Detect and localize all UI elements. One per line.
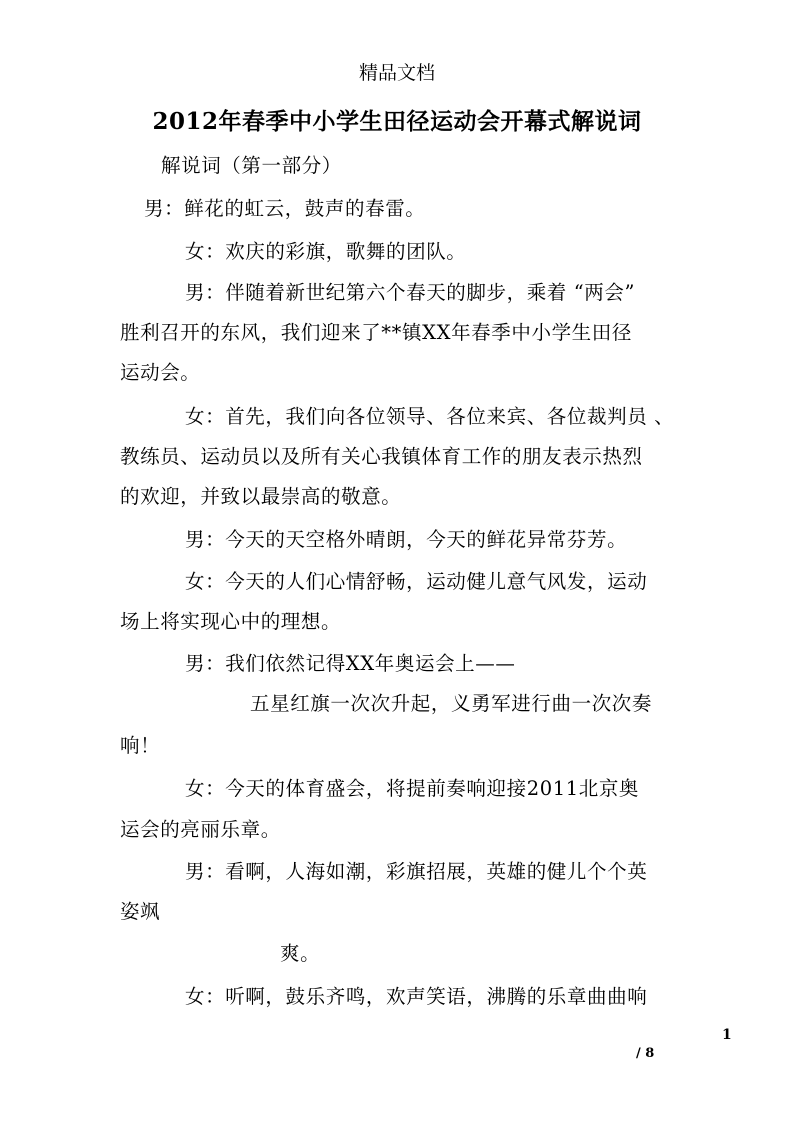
text-line: 教练员、运动员以及所有关心我镇体育工作的朋友表示热烈: [120, 445, 643, 468]
section-heading: 解说词（第一部分）: [161, 154, 342, 177]
document-header: 精品文档: [358, 62, 435, 84]
text-line: 女：听啊，鼓乐齐鸣，欢声笑语，沸腾的乐章曲曲响: [185, 985, 648, 1008]
text-line: 运动会。: [120, 361, 201, 384]
page-number: 1: [722, 1027, 732, 1043]
text-line: 五星红旗一次次升起，义勇军进行曲一次次奏: [250, 692, 653, 715]
text-line: 姿飒: [120, 900, 161, 923]
text-line: 男：伴随着新世纪第六个春天的脚步，乘着 “两会”: [185, 281, 636, 304]
text-line: 男：鲜花的虹云，鼓声的春雷。: [144, 197, 426, 220]
text-line: 男：今天的天空格外晴朗，今天的鲜花异常芬芳。: [185, 528, 628, 551]
page-total: / 8: [636, 1046, 655, 1061]
text-line: 胜利召开的东风，我们迎来了**镇XX年春季中小学生田径: [120, 321, 632, 344]
text-line: 爽。: [280, 942, 321, 965]
document-title: 2012年春季中小学生田径运动会开幕式解说词: [152, 108, 642, 135]
text-line: 女：今天的体育盛会，将提前奏响迎接2011北京奥: [185, 777, 640, 800]
text-line: 女：首先，我们向各位领导、各位来宾、各位裁判员 、: [185, 405, 675, 428]
text-line: 女：今天的人们心情舒畅，运动健儿意气风发，运动: [185, 570, 648, 593]
text-line: 男：看啊，人海如潮，彩旗招展，英雄的健儿个个英: [185, 860, 648, 883]
text-line: 女：欢庆的彩旗，歌舞的团队。: [185, 240, 467, 263]
text-line: 的欢迎，并致以最崇高的敬意。: [120, 485, 402, 508]
text-line: 男：我们依然记得XX年奥运会上——: [185, 652, 516, 675]
text-line: 运会的亮丽乐章。: [120, 818, 281, 841]
text-line: 场上将实现心中的理想。: [120, 610, 342, 633]
text-line: 响！: [120, 734, 161, 757]
